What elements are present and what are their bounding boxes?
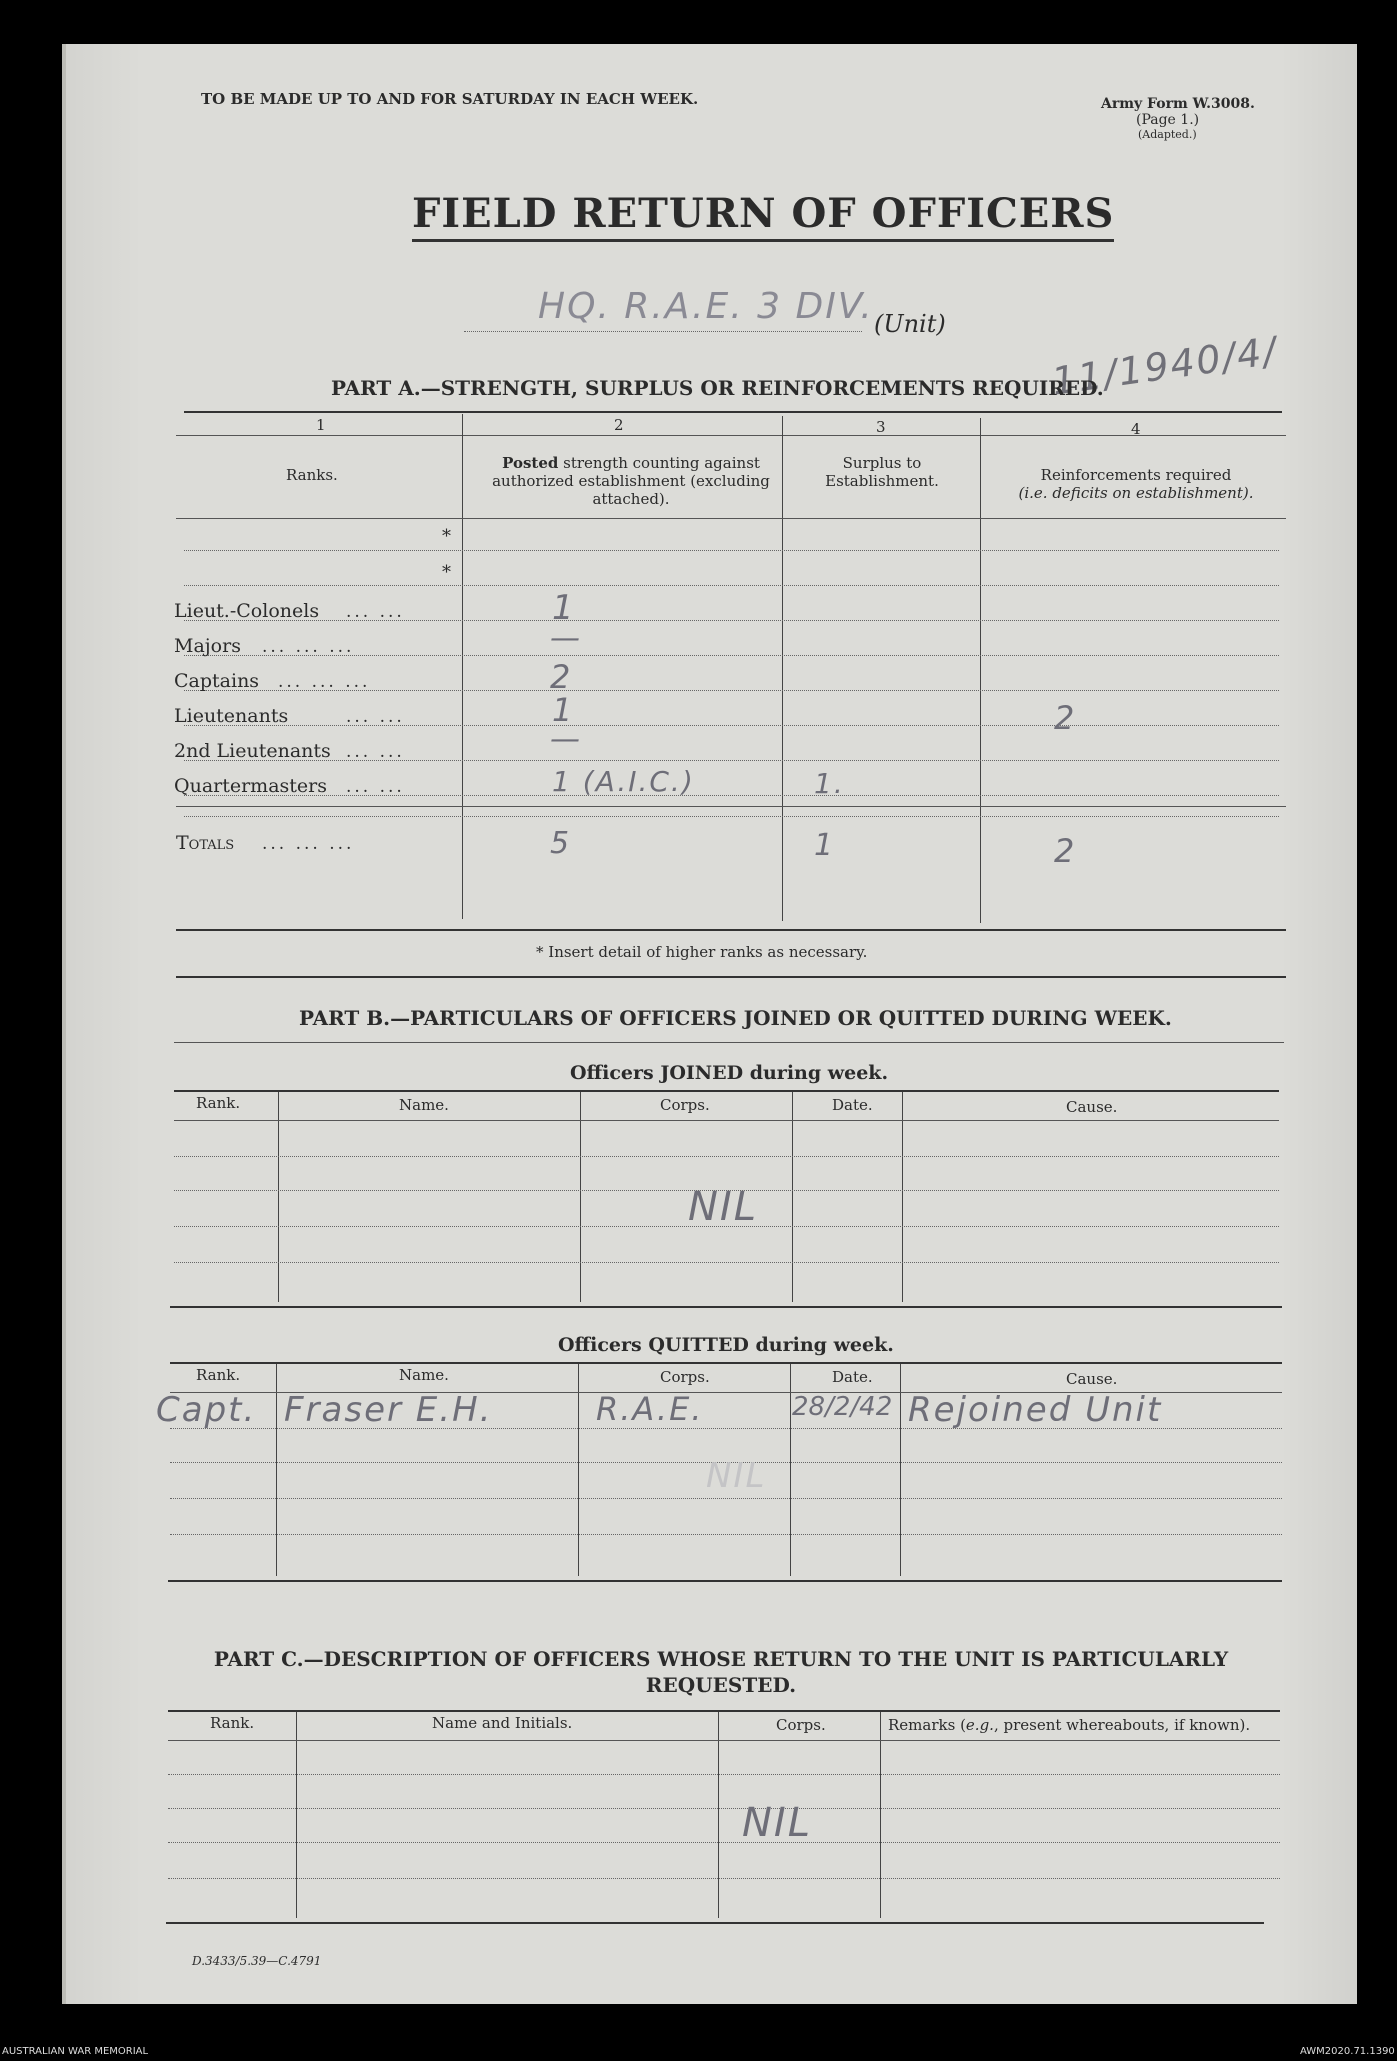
row-rule — [170, 1534, 1282, 1535]
rank-label: Majors — [174, 635, 241, 657]
rank-dots: ... ... — [346, 707, 405, 727]
remarks-post: , present whereabouts, if known). — [993, 1716, 1251, 1734]
rank-dots: ... ... — [346, 742, 405, 762]
part-a-footnote: * Insert detail of higher ranks as necessary. — [536, 943, 868, 961]
part-c-heading-line2: REQUESTED. — [645, 1673, 797, 1697]
rank-row — [174, 691, 1284, 740]
page-label: (Page 1.) — [1136, 112, 1200, 128]
quitted-col-name: Name. — [399, 1366, 449, 1384]
joined-header-rule — [174, 1120, 1279, 1121]
part-c-col-remarks — [888, 1716, 1250, 1734]
rank-dots: ... ... ... — [278, 672, 371, 692]
quitted-top-rule — [170, 1362, 1282, 1364]
part-c-col-corps: Corps. — [776, 1716, 826, 1734]
col-number-2: 2 — [614, 416, 624, 434]
rank-label: Lieutenants — [174, 705, 289, 727]
col-number-4: 4 — [1131, 420, 1141, 438]
header-posted-bold: Posted — [502, 454, 559, 472]
part-a-heading: PART A.—STRENGTH, SURPLUS OR REINFORCEMENTS REQUIRED. — [331, 376, 1104, 400]
joined-nil-entry: NIL — [688, 1184, 759, 1230]
rank-row — [174, 658, 1284, 705]
posted-value: 1 (A.I.C.) — [552, 765, 695, 798]
totals-surplus: 1 — [814, 828, 836, 863]
totals-dots: ... ... ... — [262, 834, 355, 854]
rank-label: 2nd Lieutenants — [174, 740, 331, 762]
quitted-corps: R.A.E. — [596, 1390, 704, 1428]
part-c-top-rule — [168, 1710, 1280, 1712]
header-posted — [486, 454, 776, 508]
part-c-heading-line1: PART C.—DESCRIPTION OF OFFICERS WHOSE RETURN TO THE UNIT IS PARTICULARLY — [213, 1647, 1229, 1671]
totals-reinforcements: 2 — [1054, 832, 1077, 870]
posted-value: 2 — [550, 658, 573, 696]
rank-dots: ... ... — [346, 602, 405, 622]
totals-row — [174, 826, 1284, 872]
adapted-label: (Adapted.) — [1138, 128, 1197, 141]
rank-label: Lieut.-Colonels — [174, 600, 320, 622]
quitted-name: Fraser E.H. — [284, 1390, 493, 1430]
reinforcements-value: 2 — [1054, 699, 1077, 737]
footnote-rule — [176, 976, 1286, 978]
row-rule — [174, 1262, 1279, 1263]
joined-divider — [902, 1092, 903, 1302]
header-reinforcements — [1016, 466, 1256, 502]
quitted-date: 28/2/42 — [792, 1392, 893, 1422]
part-c-col-rank: Rank. — [210, 1714, 255, 1732]
quitted-col-cause: Cause. — [1066, 1370, 1118, 1388]
surplus-value: 1. — [814, 767, 845, 800]
header-bottom-rule — [176, 518, 1286, 519]
totals-posted: 5 — [550, 826, 572, 861]
joined-bottom-rule — [170, 1306, 1282, 1308]
row-rule — [168, 1808, 1280, 1809]
col-number-1: 1 — [316, 416, 326, 434]
quitted-bottom-rule — [168, 1580, 1282, 1582]
joined-divider — [580, 1092, 581, 1302]
part-b-heading: PART B.—PARTICULARS OF OFFICERS JOINED OR QUITTED DURING WEEK. — [299, 1006, 1172, 1030]
joined-top-rule — [174, 1090, 1279, 1092]
posted-value: 1 — [552, 691, 575, 729]
header-surplus: Surplus to Establishment. — [825, 454, 939, 490]
header-posted-rest: strength counting against authorized establishment (excluding attached). — [492, 454, 770, 508]
posted-value: — — [550, 621, 582, 656]
file-reference: 11/1940/4/ — [1049, 328, 1281, 404]
form-page — [62, 44, 1357, 2004]
rank-label: Quartermasters — [174, 775, 327, 797]
header-reinforcements-main: Reinforcements required — [1040, 466, 1232, 484]
row-rule — [184, 585, 1279, 586]
rank-row — [174, 765, 1284, 810]
part-c-divider — [296, 1712, 297, 1918]
page-title: FIELD RETURN OF OFFICERS — [412, 190, 1114, 242]
rank-dots: ... ... — [346, 777, 405, 797]
instruction-text: TO BE MADE UP TO AND FOR SATURDAY IN EACH WEEK. — [201, 90, 699, 108]
quitted-col-corps: Corps. — [660, 1368, 710, 1386]
joined-col-corps: Corps. — [660, 1096, 710, 1114]
row-rule — [168, 1842, 1280, 1843]
header-ranks: Ranks. — [286, 466, 338, 484]
unit-label: (Unit) — [874, 310, 946, 338]
joined-col-name: Name. — [399, 1096, 449, 1114]
rank-row — [174, 722, 1284, 775]
quitted-col-date: Date. — [832, 1368, 873, 1386]
col-number-3: 3 — [876, 418, 886, 436]
star-marker-2: * — [442, 562, 451, 583]
col-number-rule — [176, 435, 1286, 436]
part-c-heading — [166, 1646, 1276, 1698]
remarks-pre: Remarks ( — [888, 1716, 966, 1734]
rank-row — [174, 621, 1284, 670]
print-code: D.3433/5.39—C.4791 — [192, 1954, 322, 1968]
quitted-col-rank: Rank. — [196, 1366, 241, 1384]
row-rule — [184, 816, 1279, 817]
posted-value: — — [550, 722, 582, 757]
archive-footer-left: AUSTRALIAN WAR MEMORIAL — [2, 2046, 149, 2057]
quitted-rank: Capt. — [156, 1390, 257, 1430]
part-c-divider — [880, 1712, 881, 1918]
unit-underline — [464, 331, 862, 332]
joined-col-rank: Rank. — [196, 1094, 241, 1112]
part-a-bottom-rule — [176, 929, 1286, 931]
header-reinforcements-note: (i.e. deficits on establishment). — [1018, 484, 1254, 502]
part-c-col-name: Name and Initials. — [432, 1714, 573, 1732]
row-rule — [170, 1498, 1282, 1499]
rank-label: Captains — [174, 670, 260, 692]
totals-label: Totals — [176, 832, 235, 854]
quitted-title: Officers QUITTED during week. — [558, 1334, 894, 1356]
quitted-cause: Rejoined Unit — [908, 1390, 1163, 1430]
rank-row — [174, 588, 1284, 635]
joined-col-cause: Cause. — [1066, 1098, 1118, 1116]
part-c-header-rule — [168, 1740, 1280, 1741]
form-number: Army Form W.3008. — [1101, 96, 1255, 112]
unit-value: HQ. R.A.E. 3 DIV. — [538, 286, 874, 327]
quitted-entry-row — [156, 1390, 1286, 1430]
part-c-nil-entry: NIL — [742, 1800, 813, 1846]
joined-divider — [792, 1092, 793, 1302]
star-marker-1: * — [442, 526, 451, 547]
part-c-divider — [718, 1712, 719, 1918]
joined-col-date: Date. — [832, 1096, 873, 1114]
quitted-faint-nil: NIL — [706, 1456, 767, 1496]
joined-divider — [278, 1092, 279, 1302]
part-a-top-rule — [184, 411, 1282, 413]
row-rule — [184, 550, 1279, 551]
part-c-bottom-rule — [166, 1922, 1264, 1924]
archive-footer-right: AWM2020.71.1390 — [1300, 2046, 1395, 2057]
part-b-rule — [174, 1042, 1284, 1043]
posted-value: 1 — [552, 588, 576, 628]
joined-title: Officers JOINED during week. — [570, 1062, 889, 1084]
row-rule — [174, 1156, 1279, 1157]
remarks-eg: e.g. — [965, 1716, 994, 1734]
row-rule — [168, 1774, 1280, 1775]
rank-dots: ... ... ... — [262, 637, 355, 657]
row-rule — [168, 1878, 1280, 1879]
